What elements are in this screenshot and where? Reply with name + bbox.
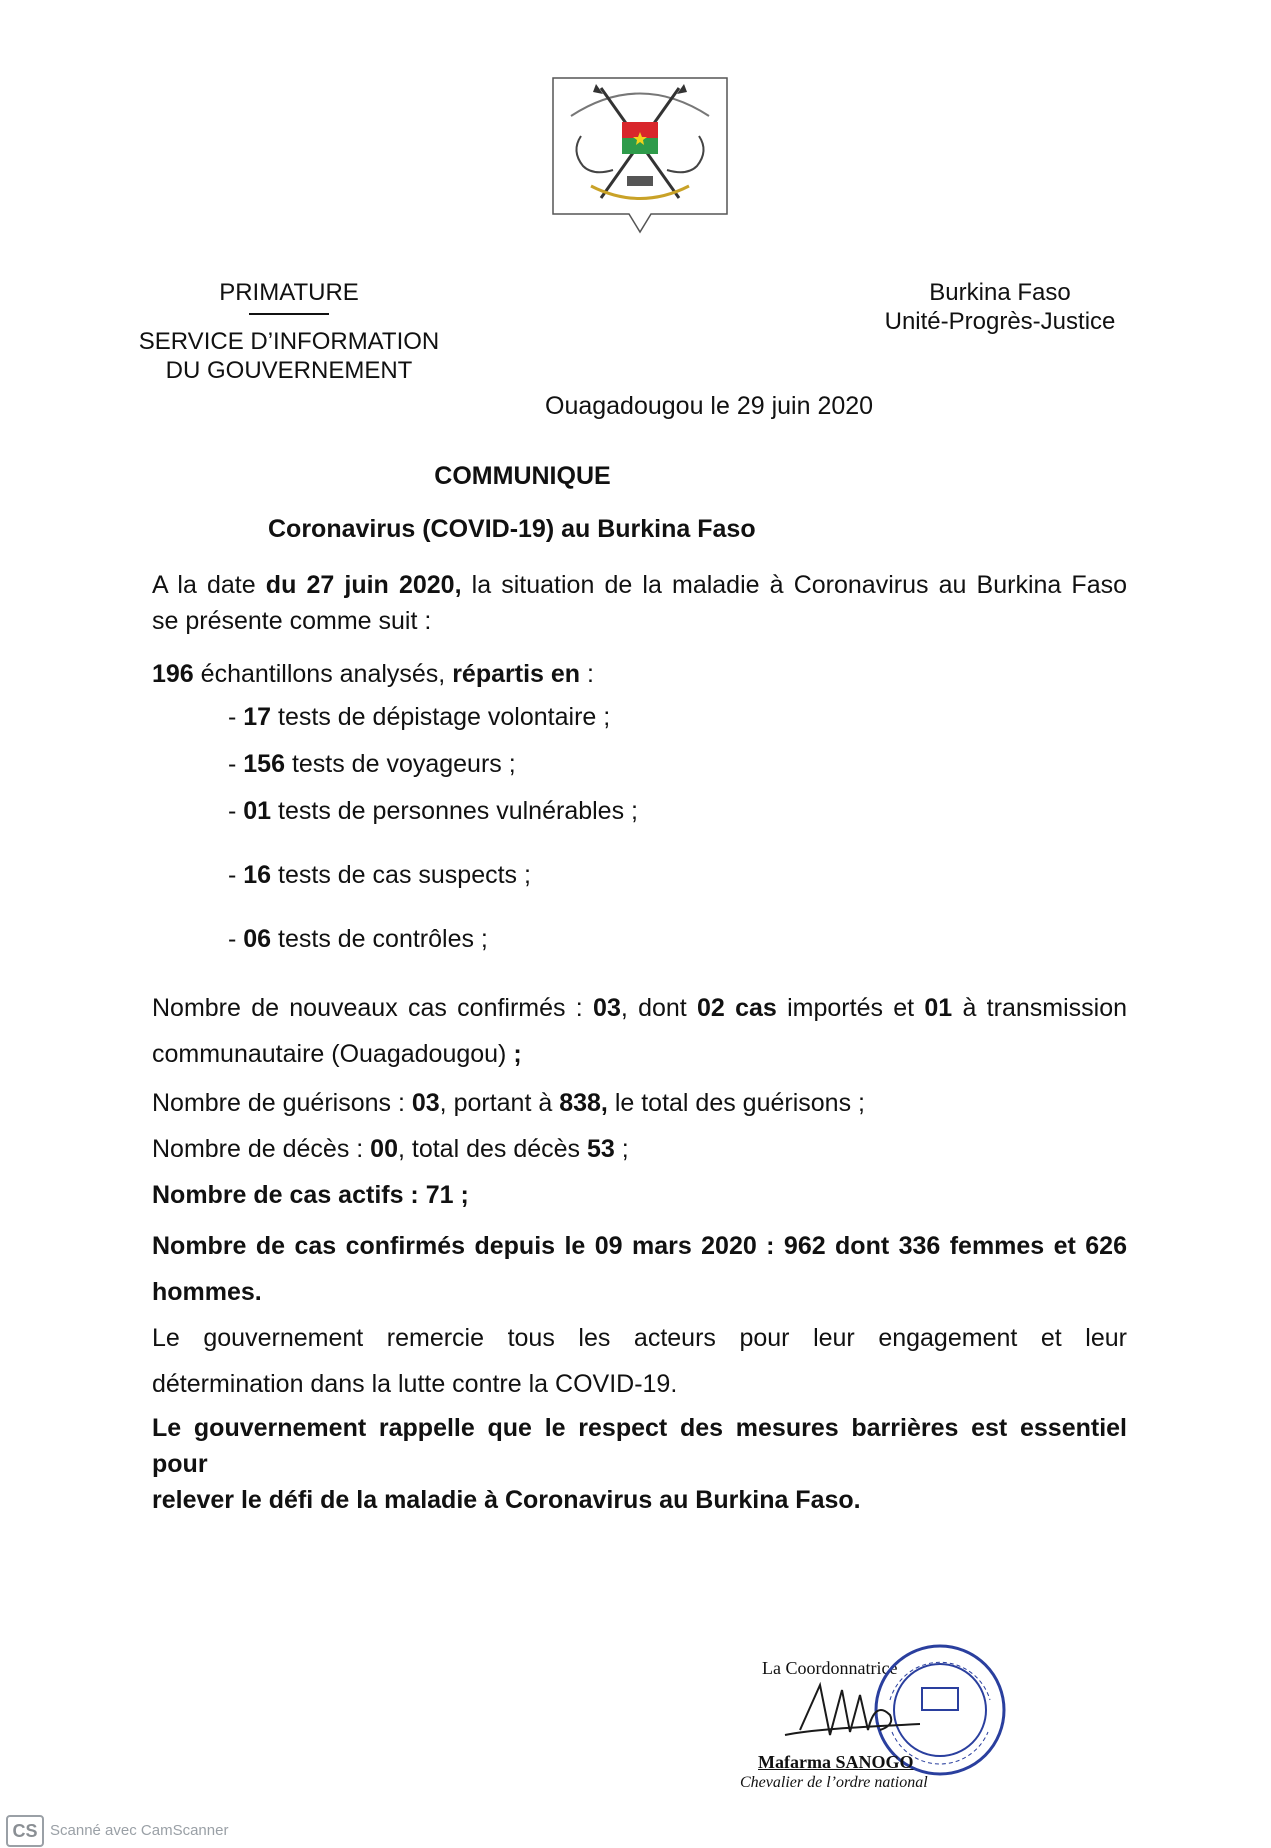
list-item: - 01 tests de personnes vulnérables ;: [228, 797, 638, 825]
intro-line2: se présente comme suit :: [152, 607, 432, 635]
communique-subtitle: Coronavirus (COVID-19) au Burkina Faso: [268, 515, 756, 543]
confirmed-total-line2: hommes.: [152, 1278, 262, 1306]
reminder-line1: Le gouvernement rappelle que le respect des mesures barrières est essentiel pour: [152, 1414, 1127, 1478]
samples-line: 196 échantillons analysés, répartis en :: [152, 660, 594, 688]
handwritten-signature: [780, 1680, 930, 1750]
date-line: Ouagadougou le 29 juin 2020: [545, 392, 874, 420]
confirmed-total-paragraph: [152, 1223, 1127, 1315]
signatory-title: Chevalier de l’ordre national: [740, 1774, 928, 1791]
recoveries-line: Nombre de guérisons : 03, portant à 838, le total des guérisons ;: [152, 1089, 865, 1117]
service-label-line2: DU GOUVERNEMENT: [165, 357, 413, 384]
camscanner-watermark: Scanné avec CamScanner: [50, 1822, 229, 1839]
list-item: - 17 tests de dépistage volontaire ;: [228, 703, 611, 731]
primature-label: PRIMATURE: [219, 279, 359, 306]
confirmed-total-line1: Nombre de cas confirmés depuis le 09 mars 2020 : 962 dont 336 femmes et 626: [152, 1232, 1127, 1260]
new-cases-line1: Nombre de nouveaux cas confirmés : 03, dont 02 cas importés et 01 à transmission: [152, 994, 1128, 1022]
reminder-paragraph: [152, 1410, 1127, 1518]
communique-title: COMMUNIQUE: [434, 462, 611, 490]
deaths-line: Nombre de décès : 00, total des décès 53 ;: [152, 1135, 629, 1163]
intro-paragraph: [152, 567, 1127, 639]
camscanner-logo-icon: CS: [6, 1815, 44, 1847]
signature-block: [720, 1640, 1020, 1800]
service-label-line1: SERVICE D’INFORMATION: [138, 328, 440, 355]
header-left-block: [130, 278, 448, 385]
coat-of-arms-emblem: [551, 76, 729, 234]
list-item: - 156 tests de voyageurs ;: [228, 750, 516, 778]
list-item: - 16 tests de cas suspects ;: [228, 861, 531, 889]
country-motto: Unité-Progrès-Justice: [884, 308, 1116, 335]
new-cases-paragraph: [152, 985, 1127, 1077]
thanks-line2: détermination dans la lutte contre la COVID-19.: [152, 1370, 678, 1398]
reminder-line2: relever le défi de la maladie à Coronavirus au Burkina Faso.: [152, 1486, 861, 1514]
intro-line1: A la date du 27 juin 2020, la situation de la maladie à Coronavirus au Burkina Faso: [152, 571, 1128, 599]
signatory-name: Mafarma SANOGO: [758, 1752, 914, 1772]
list-item: - 06 tests de contrôles ;: [228, 925, 488, 953]
active-cases-line: Nombre de cas actifs : 71 ;: [152, 1181, 469, 1209]
thanks-line1: Le gouvernement remercie tous les acteurs pour leur engagement et leur: [152, 1324, 1127, 1352]
new-cases-line2: communautaire (Ouagadougou) ;: [152, 1040, 522, 1068]
thanks-paragraph: [152, 1315, 1127, 1407]
header-divider: [249, 313, 329, 315]
signatory-role: La Coordonnatrice: [762, 1658, 898, 1678]
country-name: Burkina Faso: [929, 279, 1071, 306]
header-right-block: [870, 278, 1130, 336]
